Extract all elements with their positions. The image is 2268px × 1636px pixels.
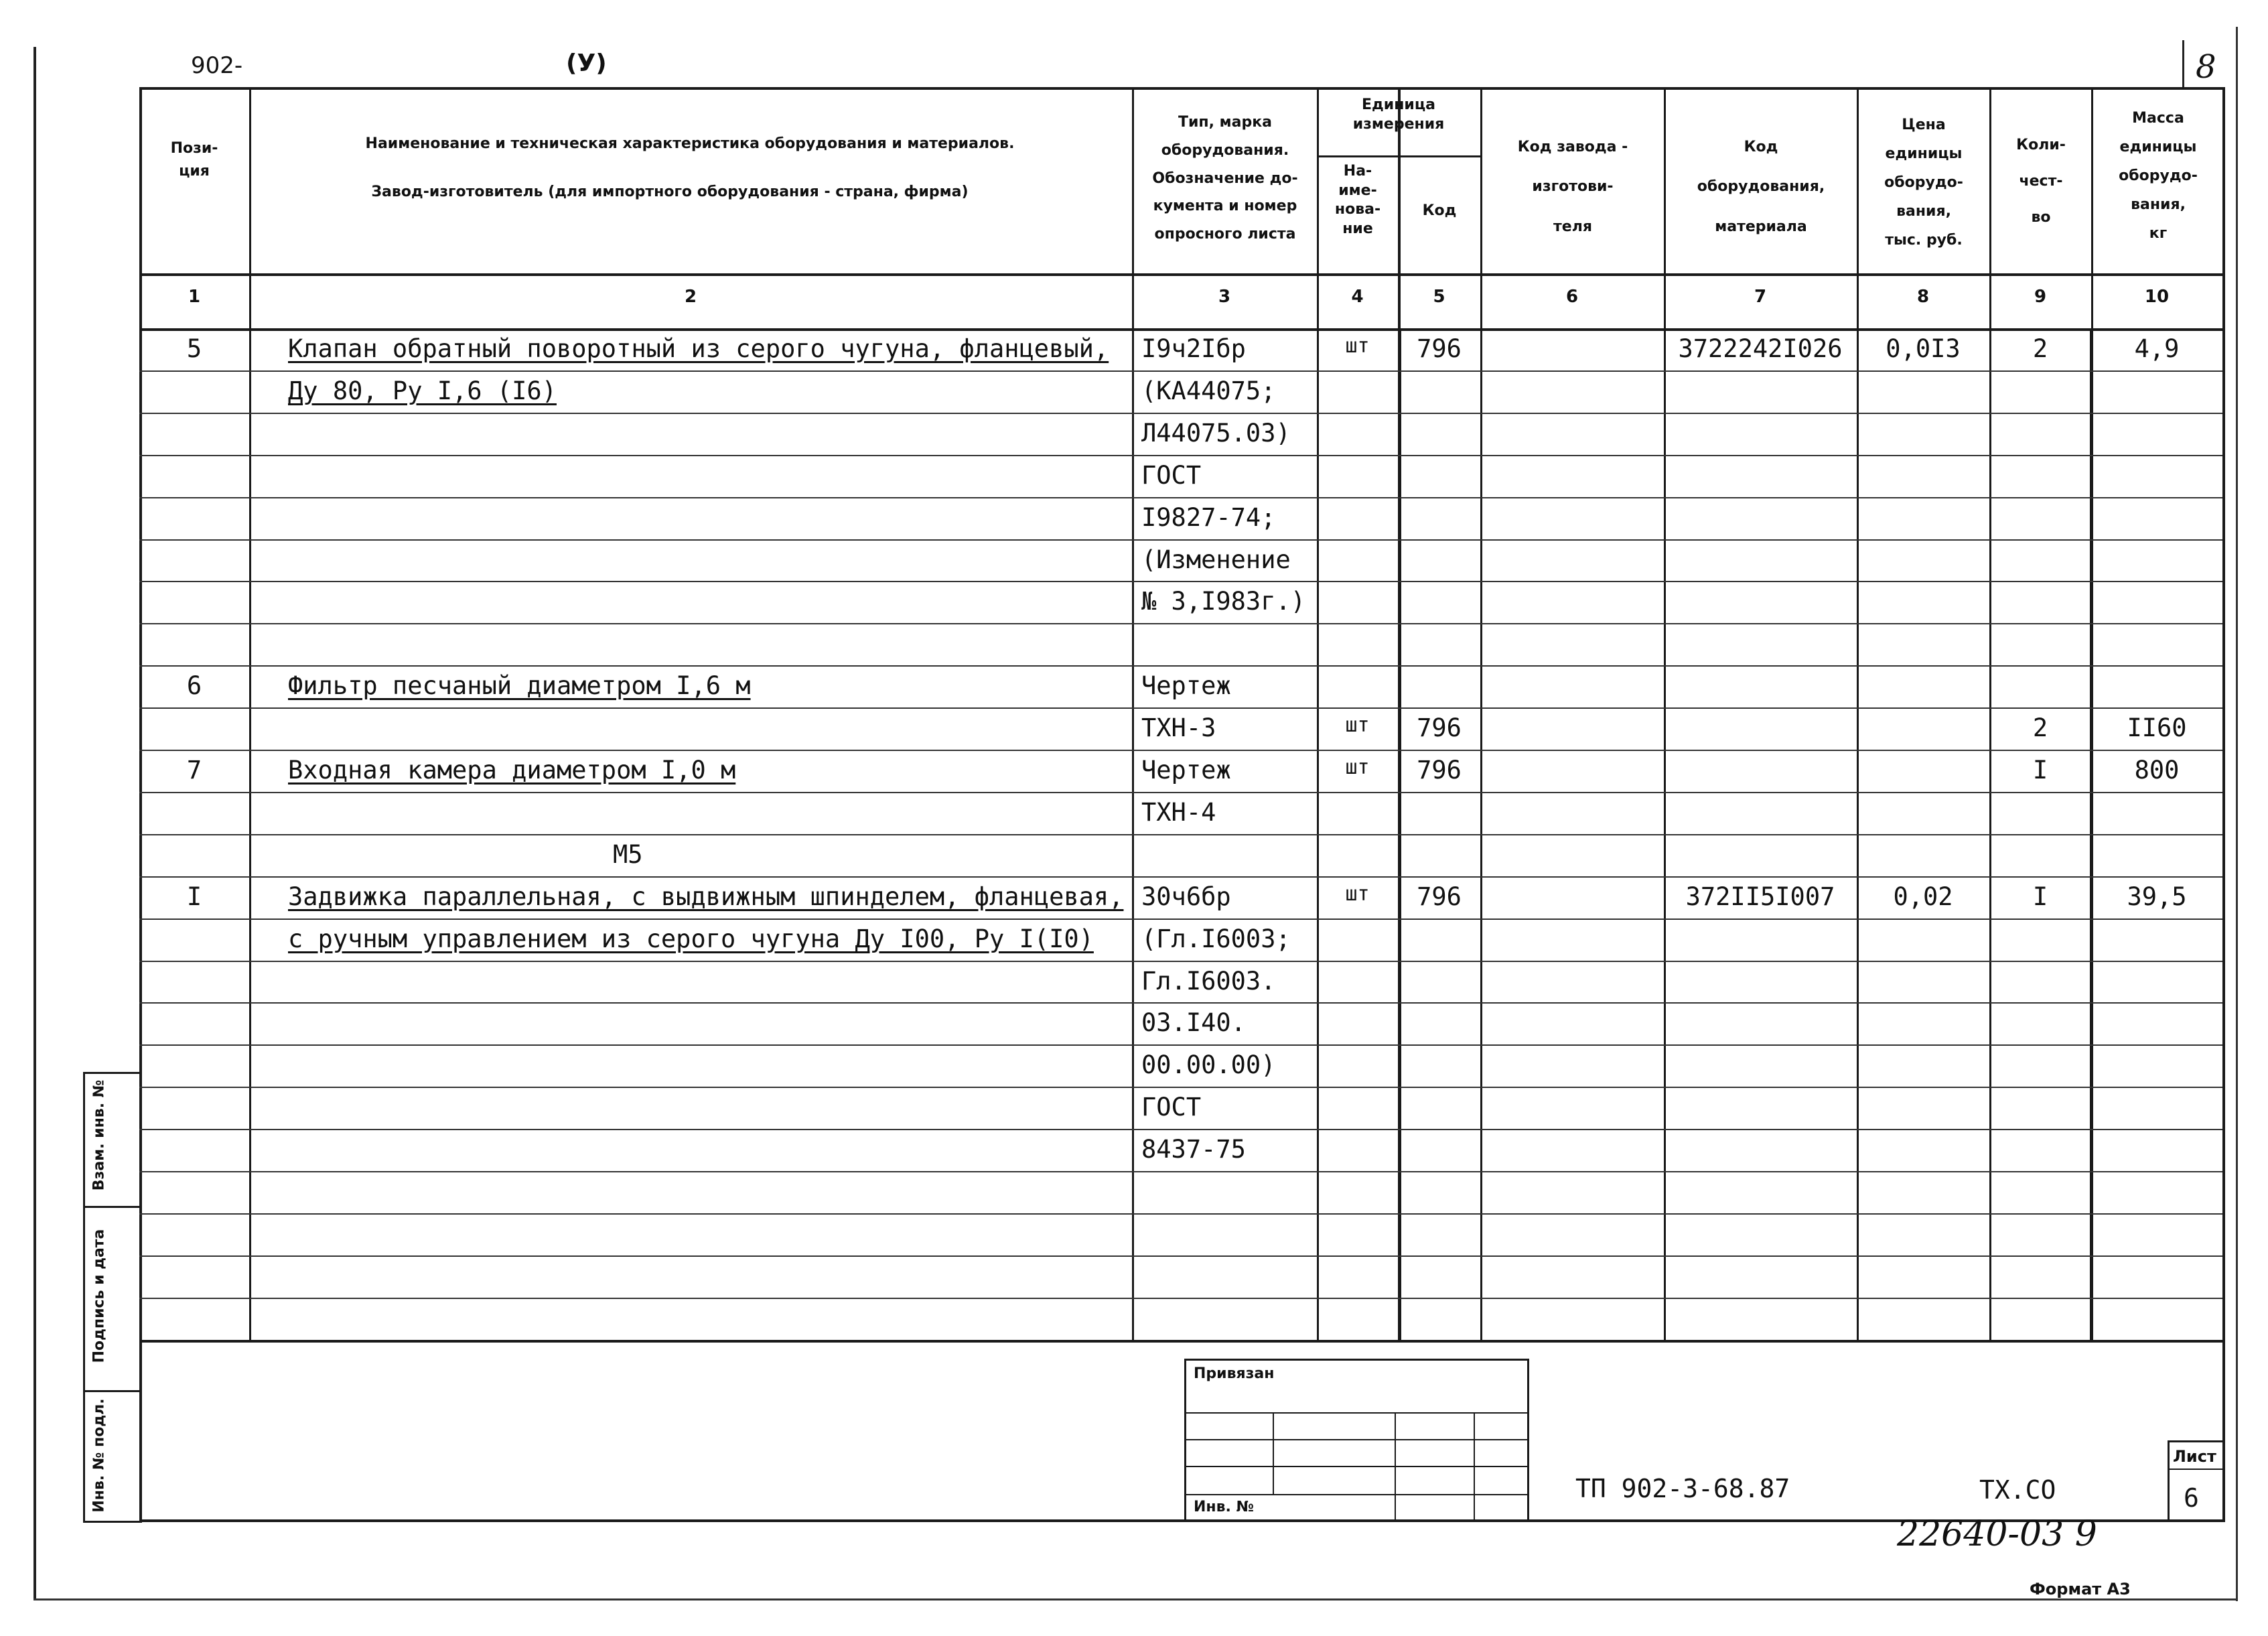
column-number: 9 [2034, 287, 2047, 307]
position-cell: I [186, 882, 202, 911]
column-number: 1 [188, 287, 201, 307]
sheet-box-mid [2168, 1469, 2225, 1470]
title-box-col2 [1395, 1412, 1396, 1522]
title-box-row4 [1184, 1494, 1529, 1495]
column-number: 2 [684, 287, 697, 307]
title-doc-code: ТП 902-3-68.87 [1575, 1474, 1790, 1503]
title-box-top [1184, 1359, 1529, 1361]
unit-name-cell: шт [1345, 882, 1370, 906]
row-divider [139, 1087, 2222, 1088]
column-number: 8 [1916, 287, 1930, 307]
name-cell: Ду 80, Ру I,6 (I6) [288, 376, 557, 405]
table-bottom-border [139, 1340, 2222, 1343]
title-box-col1 [1273, 1412, 1274, 1494]
doc-cell: 00.00.00) [1141, 1050, 1276, 1080]
column-number: 5 [1433, 287, 1445, 307]
header-doc: Тип, марка оборудования. Обозначение до- кумента и номер опросного листа [1152, 114, 1298, 243]
doc-cell: (Гл.I6003; [1141, 924, 1291, 953]
position-cell: 5 [186, 334, 202, 363]
footer-handwritten-number: 22640-03 9 [1897, 1514, 2097, 1554]
row-divider [139, 792, 2222, 793]
frame-left-lower [139, 1339, 142, 1521]
side-label-inv-podl: Инв. № подл. [90, 1398, 108, 1513]
title-box-row2 [1184, 1439, 1529, 1440]
title-box-col3 [1474, 1412, 1475, 1522]
doc-cell: 30ч6бр [1141, 882, 1231, 911]
name-cell: Входная камера диаметром I,0 м [288, 756, 736, 785]
header-equip-code: Код оборудования, материала [1697, 139, 1825, 235]
side-strip-div1 [83, 1206, 142, 1208]
row-divider [139, 1255, 2222, 1257]
column-number: 4 [1351, 287, 1364, 307]
header-unit-group: Единица измерения [1352, 96, 1445, 133]
title-box-left [1184, 1359, 1186, 1522]
doc-cell: I9827-74; [1141, 502, 1276, 532]
title-sheet-no: 6 [2184, 1483, 2199, 1513]
title-inv-no: Инв. № [1194, 1499, 1255, 1515]
table-right-border [2222, 87, 2225, 1521]
column-number: 7 [1754, 287, 1767, 307]
header-name-line2: Завод-изготовитель (для импортного оборудования - страна, фирма) [371, 184, 969, 200]
column-number: 10 [2144, 287, 2170, 307]
row-divider [139, 665, 2222, 667]
header-maker-code: Код завода - изготови- теля [1517, 139, 1628, 235]
title-box-row3 [1184, 1466, 1529, 1467]
doc-cell: 03.I40. [1141, 1008, 1246, 1038]
name-cell: с ручным управлением из серого чугуна Ду I00, Ру I(I0) [288, 924, 1094, 953]
series-label: 902- [191, 52, 243, 79]
section-label: М5 [613, 839, 643, 869]
title-box-right [1527, 1359, 1529, 1522]
colnum-bottom-border [139, 328, 2222, 331]
column-number: 3 [1218, 287, 1231, 307]
unit-name-cell: шт [1345, 756, 1370, 779]
doc-cell: Чертеж [1141, 756, 1231, 785]
qty-cell: 2 [2032, 334, 2048, 363]
row-divider [139, 370, 2222, 372]
price-cell: 0,0I3 [1886, 334, 1961, 363]
row-divider [139, 707, 2222, 709]
table-top-border [139, 87, 2222, 90]
equip-code-cell: 372II5I007 [1685, 882, 1835, 911]
header-mass: Масса единицы оборудо- вания, кг [2119, 110, 2198, 242]
doc-cell: ТХН-4 [1141, 797, 1216, 827]
qty-cell: I [2032, 882, 2048, 911]
price-cell: 0,02 [1893, 882, 1953, 911]
doc-cell: (Изменение [1141, 545, 1291, 574]
unit-code-cell: 796 [1417, 756, 1462, 785]
row-divider [139, 413, 2222, 414]
row-divider [139, 1044, 2222, 1046]
row-divider [139, 750, 2222, 751]
row-divider [139, 1171, 2222, 1172]
title-sheet-label: Лист [2173, 1447, 2216, 1466]
row-divider [139, 876, 2222, 878]
page-corner-number: 8 [2196, 48, 2216, 86]
header-unit-name: На- име- нова- ние [1334, 163, 1381, 237]
mark-label: (У) [566, 50, 607, 77]
doc-cell: ГОСТ [1141, 460, 1202, 490]
side-strip-left [83, 1072, 85, 1522]
name-cell: Задвижка параллельная, с выдвижным шпинделем, фланцевая, [288, 882, 1124, 911]
qty-cell: I [2032, 756, 2048, 785]
row-divider [139, 581, 2222, 582]
header-name-line1: Наименование и техническая характеристика оборудования и материалов. [365, 135, 1015, 152]
doc-cell: 8437-75 [1141, 1135, 1246, 1164]
row-divider [139, 497, 2222, 498]
position-cell: 6 [186, 671, 202, 701]
unit-name-cell: шт [1345, 713, 1370, 738]
row-divider [139, 539, 2222, 541]
header-bottom-border [139, 273, 2222, 276]
header-price: Цена единицы оборудо- вания, тыс. руб. [1884, 117, 1963, 249]
mass-cell: 4,9 [2134, 334, 2180, 363]
name-cell: Клапан обратный поворотный из серого чугуна, фланцевый, [288, 334, 1109, 363]
position-cell: 7 [186, 756, 202, 785]
side-label-vzam: Взам. инв. № [90, 1079, 108, 1191]
sheet-box-top [2168, 1440, 2225, 1442]
doc-cell: ТХН-3 [1141, 713, 1216, 743]
title-section-code: ТХ.СО [1979, 1475, 2056, 1505]
mass-cell: 800 [2134, 756, 2180, 785]
column-number: 6 [1565, 287, 1579, 307]
doc-cell: Л44075.03) [1141, 418, 1291, 448]
header-qty: Коли- чест- во [2016, 137, 2066, 226]
row-divider [139, 918, 2222, 920]
qty-cell: 2 [2032, 713, 2048, 743]
sheet-box-left [2168, 1440, 2170, 1522]
row-divider [139, 623, 2222, 624]
unit-name-cell: шт [1345, 334, 1370, 358]
mass-cell: 39,5 [2127, 882, 2187, 911]
doc-cell: Чертеж [1141, 671, 1231, 701]
row-divider [139, 1298, 2222, 1299]
doc-cell: (КА44075; [1141, 376, 1276, 405]
row-divider [139, 1129, 2222, 1130]
row-divider [139, 961, 2222, 962]
unit-code-cell: 796 [1417, 334, 1462, 363]
unit-group-divider [1317, 155, 1480, 157]
header-unit-code: Код [1422, 202, 1457, 219]
footer-format: Формат А3 [2030, 1580, 2131, 1598]
row-divider [139, 1213, 2222, 1215]
row-divider [139, 834, 2222, 835]
name-cell: Фильтр песчаный диаметром I,6 м [288, 671, 751, 701]
header-position: Пози- ция [170, 140, 218, 180]
equip-code-cell: 3722242I026 [1678, 334, 1843, 363]
unit-code-cell: 796 [1417, 713, 1462, 743]
doc-cell: I9ч2Iбр [1141, 334, 1246, 363]
unit-code-cell: 796 [1417, 882, 1462, 911]
mass-cell: II60 [2127, 713, 2187, 743]
title-box-row1 [1184, 1412, 1529, 1414]
doc-cell: Гл.I6003. [1141, 966, 1276, 996]
title-privyazan: Привязан [1194, 1365, 1275, 1382]
doc-cell: ГОСТ [1141, 1093, 1202, 1122]
row-divider [139, 455, 2222, 456]
row-divider [139, 1002, 2222, 1004]
doc-cell: № 3,I983г.) [1141, 587, 1306, 616]
side-label-podpis: Подпись и дата [90, 1229, 108, 1363]
